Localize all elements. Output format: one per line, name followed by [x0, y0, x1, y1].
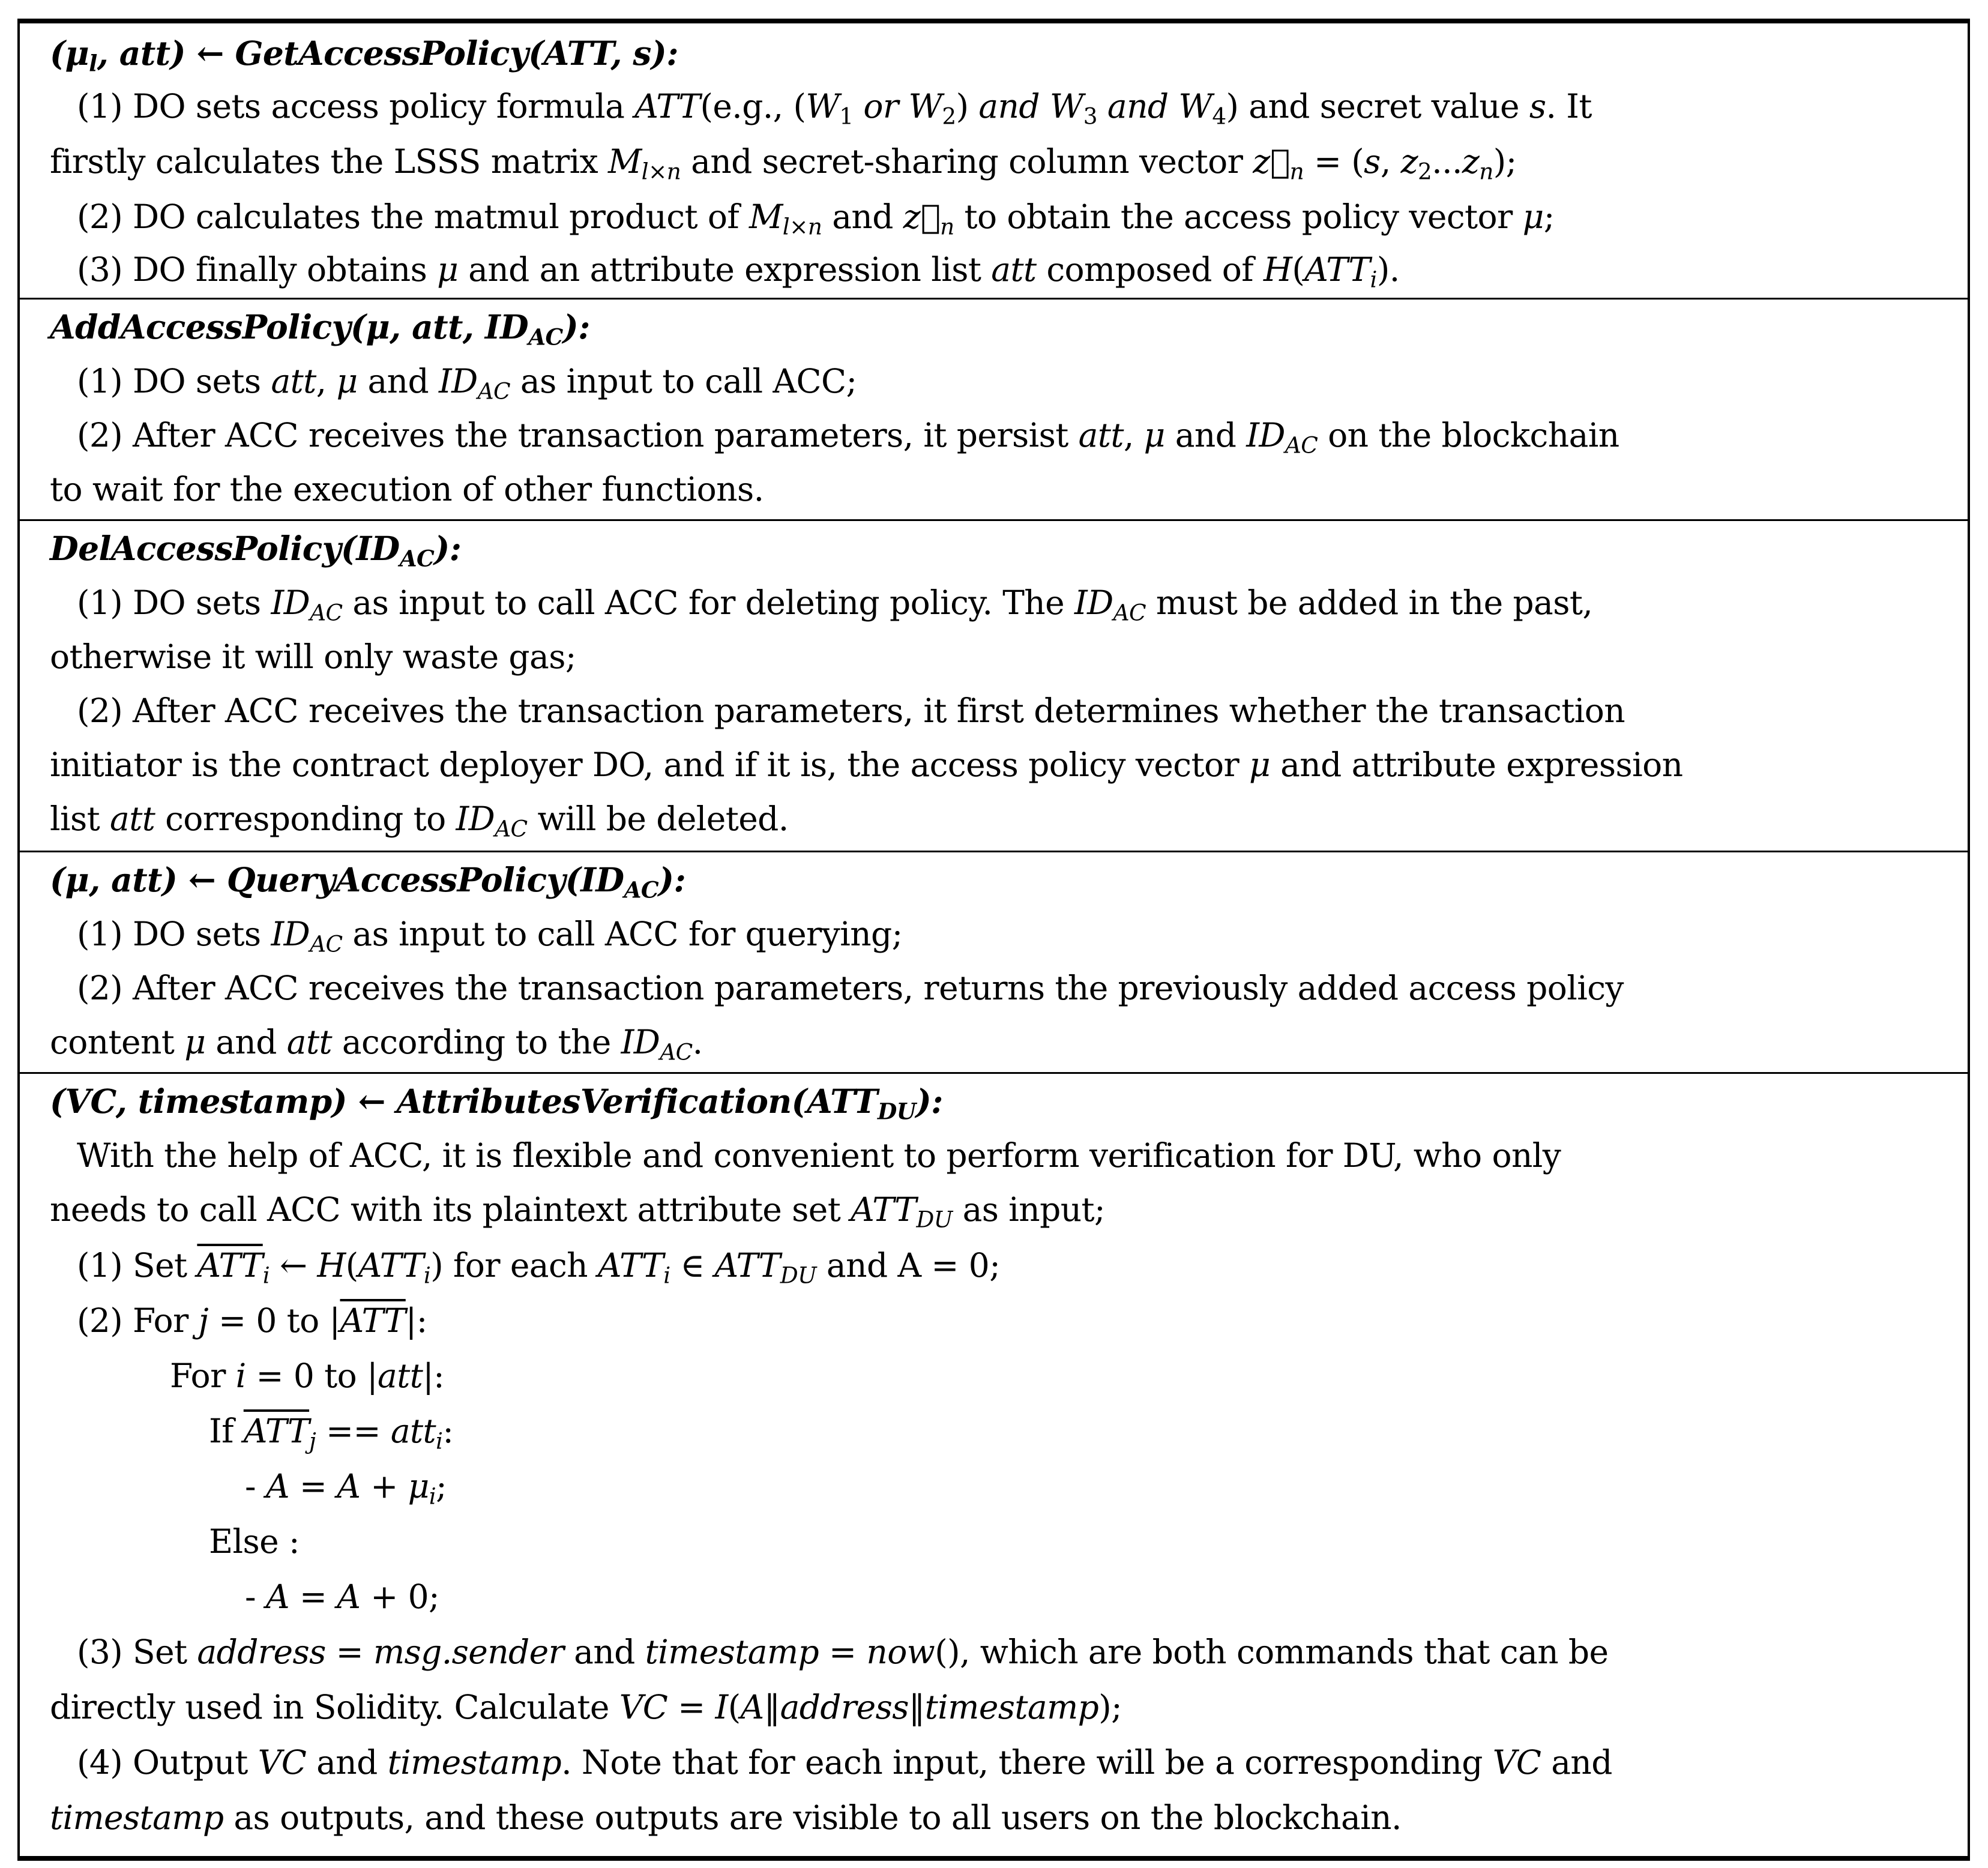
- math: ID: [271, 915, 310, 953]
- math: address: [780, 1688, 909, 1726]
- text: and secret-sharing column vector: [681, 142, 1253, 181]
- subscript: i: [663, 1262, 670, 1289]
- text: and: [357, 362, 439, 400]
- text: as input;: [952, 1190, 1105, 1229]
- body-line: [20, 906, 1968, 962]
- text: -: [245, 1577, 266, 1616]
- math: ATT: [634, 87, 700, 125]
- section-attributes-verification: [20, 1074, 1968, 1856]
- math: now: [866, 1633, 935, 1671]
- subscript: n: [940, 213, 954, 240]
- heading-function-name: , att) ← GetAccessPolicy(ATT, s):: [97, 34, 678, 73]
- math: timestamp: [50, 1798, 224, 1837]
- text: ‖: [908, 1688, 925, 1726]
- text: (2) After ACC receives the transaction parameters, returns the previously added access policy: [77, 969, 1624, 1007]
- text: . It: [1546, 87, 1592, 125]
- text: |:: [405, 1301, 427, 1340]
- text: and attribute expression: [1270, 746, 1683, 784]
- text: and: [1164, 416, 1247, 454]
- subscript: AC: [310, 599, 343, 626]
- body-line: [20, 1790, 1968, 1845]
- math: att: [390, 1412, 436, 1450]
- math: att: [991, 250, 1037, 289]
- math-overline: $\overline{ATT}$: [243, 1412, 310, 1450]
- heading-end: ):: [434, 529, 462, 568]
- math: i: [235, 1357, 246, 1395]
- heading-subscript: AC: [399, 545, 435, 572]
- subscript: i: [423, 1262, 431, 1289]
- body-line: [20, 462, 1968, 517]
- text: ,: [316, 362, 337, 400]
- text: ).: [1376, 250, 1400, 289]
- math: VC: [258, 1743, 307, 1782]
- subscript: i: [436, 1427, 443, 1454]
- heading-subscript: AC: [624, 876, 659, 903]
- text: and an attribute expression list: [458, 250, 992, 289]
- text: must be added in the past,: [1146, 583, 1593, 622]
- subscript: l×n: [641, 158, 681, 185]
- math: att: [1078, 416, 1124, 454]
- math: address: [197, 1633, 326, 1671]
- text: (4) Output: [77, 1743, 258, 1782]
- math: M: [607, 142, 642, 181]
- text: =: [819, 1633, 867, 1671]
- algorithm-table: [17, 19, 1970, 1861]
- math: ID: [621, 1023, 660, 1061]
- section-heading: [20, 26, 1968, 81]
- body-line: [20, 1680, 1968, 1735]
- body-line: [20, 79, 1968, 134]
- text: ) and secret value: [1226, 87, 1529, 125]
- text: =: [667, 1688, 715, 1726]
- text: to wait for the execution of other functions.: [50, 470, 764, 508]
- math: μ: [184, 1023, 206, 1061]
- subscript: 4: [1212, 103, 1226, 130]
- text: [1097, 87, 1107, 125]
- subscript: n: [1479, 158, 1493, 185]
- math: z: [1400, 142, 1418, 181]
- text: +: [360, 1467, 408, 1505]
- text: );: [1098, 1688, 1122, 1726]
- math: att: [286, 1023, 332, 1061]
- text: (: [1292, 250, 1305, 289]
- text: as outputs, and these outputs are visible to all users on the blockchain.: [223, 1798, 1402, 1837]
- text: ;: [436, 1467, 447, 1505]
- math: W: [806, 87, 840, 125]
- math: W: [908, 87, 942, 125]
- body-line: [20, 1403, 1968, 1459]
- text: + 0;: [360, 1577, 439, 1616]
- math: ID: [456, 800, 495, 838]
- text: For: [170, 1357, 236, 1395]
- text: -: [245, 1467, 266, 1505]
- text: content: [50, 1023, 185, 1061]
- text: . Note that for each input, there will be a corresponding: [561, 1743, 1493, 1782]
- body-line: [20, 737, 1968, 792]
- text: as input to call ACC for querying;: [342, 915, 903, 953]
- math-overline: $\overline{ATT}$: [340, 1301, 406, 1340]
- text: [1040, 87, 1050, 125]
- text: (1) DO sets access policy formula: [77, 87, 635, 125]
- subscript: l×n: [782, 213, 822, 240]
- math: timestamp: [924, 1688, 1099, 1726]
- math: or: [853, 87, 909, 125]
- math: ID: [1074, 583, 1113, 622]
- math: and: [1107, 87, 1169, 125]
- text: .: [692, 1023, 703, 1061]
- text: otherwise it will only waste gas;: [50, 637, 576, 676]
- text: Else :: [209, 1522, 300, 1561]
- math: msg.sender: [373, 1633, 564, 1671]
- math: W: [1178, 87, 1212, 125]
- math: VC: [1492, 1743, 1541, 1782]
- math: A: [740, 1688, 764, 1726]
- subscript: AC: [1285, 432, 1318, 459]
- math: A: [337, 1467, 361, 1505]
- body-line: [20, 134, 1968, 189]
- math: ATT: [714, 1246, 780, 1285]
- text: (e.g., (: [700, 87, 806, 125]
- subscript: 3: [1083, 103, 1097, 130]
- math: z⃗: [1253, 142, 1290, 181]
- math: ID: [438, 362, 478, 400]
- subscript: AC: [1113, 599, 1146, 626]
- text: =: [289, 1467, 337, 1505]
- heading-subscript: DU: [877, 1098, 916, 1125]
- heading-end: ):: [915, 1082, 943, 1121]
- text: :: [442, 1412, 454, 1450]
- section-add-access-policy: [20, 300, 1968, 519]
- text: ∈: [670, 1246, 715, 1285]
- body-line: [20, 1293, 1968, 1348]
- text: and: [564, 1633, 645, 1671]
- text: (1) DO sets: [77, 915, 271, 953]
- body-line: [20, 354, 1968, 409]
- section-heading: [20, 521, 1968, 576]
- text: corresponding to: [155, 800, 456, 838]
- text: (1) DO sets: [77, 362, 271, 400]
- body-line: [20, 683, 1968, 738]
- text: (2) DO calculates the matmul product of: [77, 197, 750, 236]
- math: timestamp: [645, 1633, 819, 1671]
- text: (3) Set: [77, 1633, 197, 1671]
- math: A: [337, 1577, 361, 1616]
- text: With the help of ACC, it is flexible and convenient to perform verification for DU, who only: [77, 1136, 1561, 1175]
- text: as input to call ACC for deleting policy. The: [342, 583, 1074, 622]
- body-line: [20, 1348, 1968, 1403]
- math: att: [378, 1357, 423, 1395]
- body-line: [20, 1182, 1968, 1237]
- text: ...: [1432, 142, 1462, 181]
- math: ATT: [597, 1246, 664, 1285]
- math: timestamp: [387, 1743, 562, 1782]
- math: att: [110, 800, 155, 838]
- text: =: [325, 1633, 373, 1671]
- math: A: [265, 1577, 289, 1616]
- math: ID: [271, 583, 310, 622]
- subscript: 2: [1417, 158, 1432, 185]
- body-line: [20, 1735, 1968, 1790]
- subscript: i: [262, 1262, 270, 1289]
- text: list: [50, 800, 110, 838]
- body-line: [20, 1514, 1968, 1569]
- text: (), which are both commands that can be: [935, 1633, 1609, 1671]
- text: and A = 0;: [816, 1246, 1001, 1285]
- body-line: [20, 1569, 1968, 1624]
- text: according to the: [331, 1023, 621, 1061]
- text: (2) After ACC receives the transaction parameters, it persist: [77, 416, 1079, 454]
- text: ‖: [764, 1688, 780, 1726]
- math-overline: $\overline{ATT}$: [197, 1246, 263, 1285]
- text: (: [727, 1688, 741, 1726]
- math: and: [978, 87, 1040, 125]
- heading-prefix: (μ: [50, 34, 89, 73]
- heading-subscript: l: [89, 50, 97, 77]
- text: (2) For: [77, 1301, 199, 1340]
- text: =: [289, 1577, 337, 1616]
- body-line: [20, 629, 1968, 684]
- heading-function-name: DelAccessPolicy(ID: [50, 529, 400, 568]
- subscript: j: [309, 1427, 316, 1454]
- text: (: [345, 1246, 358, 1285]
- text: on the blockchain: [1318, 416, 1619, 454]
- math: μ: [408, 1467, 429, 1505]
- math: W: [1049, 87, 1083, 125]
- text: and: [822, 197, 903, 236]
- math: μ: [1522, 197, 1544, 236]
- text: as input to call ACC;: [510, 362, 857, 400]
- math: M: [749, 197, 783, 236]
- text: directly used in Solidity. Calculate: [50, 1688, 619, 1726]
- math: H: [1263, 250, 1292, 289]
- math: ATT: [1304, 250, 1370, 289]
- body-line: [20, 189, 1968, 244]
- subscript: 1: [839, 103, 854, 130]
- text: ==: [316, 1412, 391, 1450]
- subscript: DU: [780, 1262, 817, 1289]
- math: μ: [1249, 746, 1271, 784]
- text: = 0 to |: [208, 1301, 340, 1340]
- body-line: [20, 791, 1968, 846]
- text: initiator is the contract deployer DO, and if it is, the access policy vector: [50, 746, 1250, 784]
- heading-function-name: AddAccessPolicy(μ, att, ID: [50, 307, 529, 346]
- subscript: DU: [916, 1206, 953, 1233]
- section-get-access-policy: [20, 23, 1968, 298]
- math: ATT: [851, 1190, 917, 1229]
- math: ATT: [358, 1246, 424, 1285]
- text: (1) Set: [77, 1246, 197, 1285]
- math: μ: [437, 250, 459, 289]
- text: will be deleted.: [527, 800, 789, 838]
- text: = (: [1304, 142, 1364, 181]
- text: ) for each: [430, 1246, 598, 1285]
- heading-function-name: (μ, att) ← QueryAccessPolicy(ID: [50, 860, 624, 899]
- heading-function-name: (VC, timestamp) ← AttributesVerification(ATT: [50, 1082, 878, 1121]
- math: ID: [1246, 416, 1285, 454]
- body-line: [20, 1014, 1968, 1070]
- math: μ: [1143, 416, 1165, 454]
- text: and: [306, 1743, 388, 1782]
- text: );: [1493, 142, 1517, 181]
- text: composed of: [1036, 250, 1264, 289]
- text: ;: [1543, 197, 1555, 236]
- math: μ: [336, 362, 358, 400]
- text: = 0 to |: [245, 1357, 378, 1395]
- math: H: [317, 1246, 346, 1285]
- subscript: 2: [942, 103, 956, 130]
- math: s: [1529, 87, 1546, 125]
- subscript: i: [1370, 266, 1377, 293]
- subscript: AC: [310, 930, 343, 957]
- text: needs to call ACC with its plaintext attribute set: [50, 1190, 851, 1229]
- heading-end: ):: [658, 860, 686, 899]
- math: z⃗: [903, 197, 941, 236]
- subscript: i: [429, 1483, 436, 1510]
- body-line: [20, 1459, 1968, 1514]
- body-line: [20, 1238, 1968, 1293]
- math: s: [1364, 142, 1381, 181]
- subscript: AC: [660, 1038, 693, 1065]
- body-line: [20, 1128, 1968, 1183]
- heading-end: ):: [562, 307, 590, 346]
- math: j: [198, 1301, 209, 1340]
- subscript: AC: [495, 815, 528, 842]
- math: VC: [619, 1688, 668, 1726]
- body-line: [20, 242, 1968, 297]
- section-heading: [20, 1074, 1968, 1129]
- text: and: [1541, 1743, 1612, 1782]
- section-query-access-policy: [20, 852, 1968, 1072]
- text: firstly calculates the LSSS matrix: [50, 142, 608, 181]
- subscript: n: [1289, 158, 1304, 185]
- text: to obtain the access policy vector: [954, 197, 1523, 236]
- math: I: [715, 1688, 728, 1726]
- text: ←: [270, 1246, 318, 1285]
- subscript: AC: [477, 378, 511, 405]
- body-line: [20, 408, 1968, 463]
- math: att: [271, 362, 316, 400]
- text: [1169, 87, 1179, 125]
- text: (2) After ACC receives the transaction parameters, it first determines whether the transaction: [77, 691, 1625, 730]
- text: (3) DO finally obtains: [77, 250, 438, 289]
- text: If: [209, 1412, 244, 1450]
- body-line: [20, 575, 1968, 630]
- section-heading: [20, 852, 1968, 908]
- text: ,: [1380, 142, 1401, 181]
- text: and: [205, 1023, 287, 1061]
- text: ): [956, 87, 979, 125]
- section-heading: [20, 300, 1968, 355]
- text: (1) DO sets: [77, 583, 271, 622]
- math: A: [265, 1467, 289, 1505]
- body-line: [20, 1624, 1968, 1680]
- text: |:: [423, 1357, 445, 1395]
- text: ,: [1123, 416, 1144, 454]
- section-del-access-policy: [20, 521, 1968, 851]
- body-line: [20, 960, 1968, 1016]
- heading-subscript: AC: [528, 324, 563, 351]
- math: z: [1462, 142, 1480, 181]
